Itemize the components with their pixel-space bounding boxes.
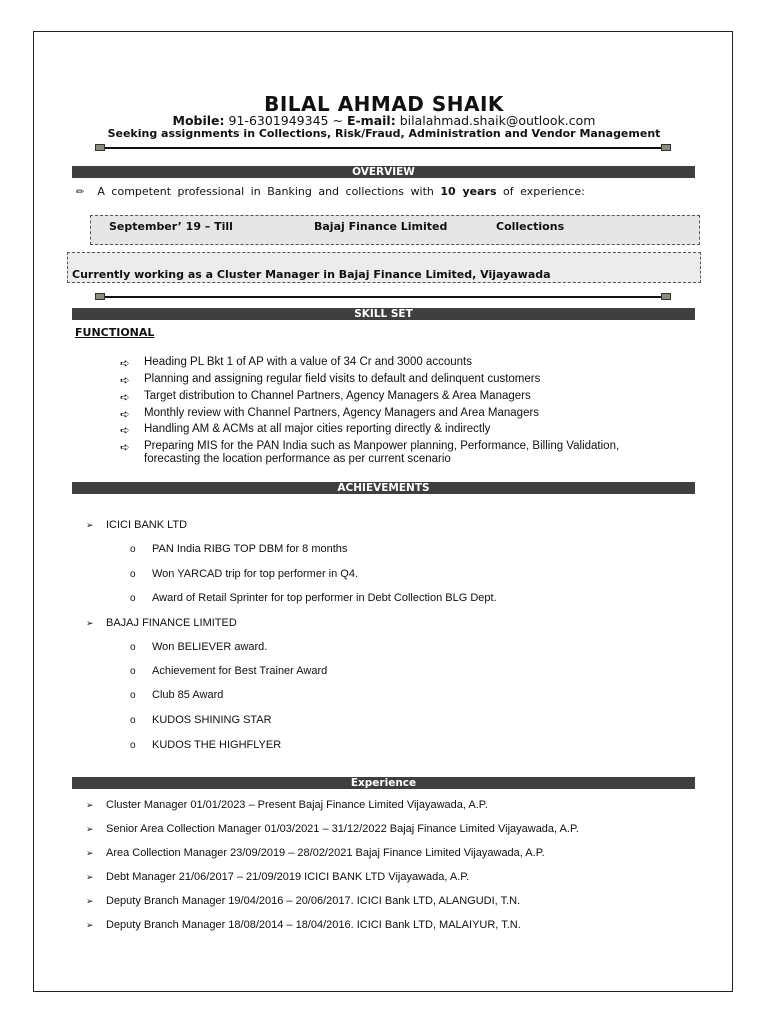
achievement-item: o Won BELIEVER award. xyxy=(130,641,268,653)
contact-line xyxy=(0,113,768,128)
achievement-item: o Award of Retail Sprinter for top performer in Debt Collection BLG Dept. xyxy=(130,592,497,604)
arrowhead-bullet-icon: ➢ xyxy=(86,520,94,530)
job-company: Bajaj Finance Limited xyxy=(314,220,448,233)
skill-item: ➪ Handling AM & ACMs at all major cities reporting directly & indirectly xyxy=(120,423,491,437)
achievement-org-bajaj: ➢ BAJAJ FINANCE LIMITED xyxy=(86,617,237,629)
achievement-item: o Won YARCAD trip for top performer in Q4. xyxy=(130,568,359,580)
overview-intro-text: A competent professional in Banking and collections with xyxy=(97,185,434,198)
circle-bullet-icon: o xyxy=(130,544,136,555)
circle-bullet-icon: o xyxy=(130,666,136,677)
arrowhead-bullet-icon: ➢ xyxy=(86,618,94,628)
arrow-icon: ➪ xyxy=(120,358,130,370)
current-role-text: Currently working as a Cluster Manager in Bajaj Finance Limited, Vijayawada xyxy=(72,268,551,281)
achievement-item: o KUDOS SHINING STAR xyxy=(130,714,272,726)
header-divider xyxy=(95,147,671,149)
overview-section-title: OVERVIEW xyxy=(72,166,695,178)
arrow-icon: ➪ xyxy=(120,409,130,421)
contact-separator: ~ xyxy=(332,113,343,128)
mobile-label: Mobile: xyxy=(172,113,225,128)
skillset-section-title: SKILL SET xyxy=(72,308,695,320)
current-role-box xyxy=(67,252,701,283)
achievement-item: o Achievement for Best Trainer Award xyxy=(130,665,328,677)
achievement-item: o Club 85 Award xyxy=(130,689,224,701)
pencil-icon: ✏ xyxy=(76,187,85,198)
arrowhead-bullet-icon: ➢ xyxy=(86,872,94,882)
current-job-box xyxy=(90,215,700,245)
experience-item: ➢ Deputy Branch Manager 19/04/2016 – 20/06/2017. ICICI Bank LTD, ALANGUDI, T.N. xyxy=(86,895,521,907)
email-address: bilalahmad.shaik@outlook.com xyxy=(399,113,596,128)
circle-bullet-icon: o xyxy=(130,569,136,580)
circle-bullet-icon: o xyxy=(130,642,136,653)
arrow-icon: ➪ xyxy=(120,375,130,387)
achievement-item: o KUDOS THE HIGHFLYER xyxy=(130,739,282,751)
circle-bullet-icon: o xyxy=(130,593,136,604)
achievement-org-icici: ➢ ICICI BANK LTD xyxy=(86,519,188,531)
arrowhead-bullet-icon: ➢ xyxy=(86,848,94,858)
arrow-icon: ➪ xyxy=(120,392,130,404)
skill-item: ➪ Monthly review with Channel Partners, Agency Managers and Area Managers xyxy=(120,407,540,421)
circle-bullet-icon: o xyxy=(130,690,136,701)
arrow-icon: ➪ xyxy=(120,442,130,454)
circle-bullet-icon: o xyxy=(130,740,136,751)
arrowhead-bullet-icon: ➢ xyxy=(86,896,94,906)
arrowhead-bullet-icon: ➢ xyxy=(86,920,94,930)
experience-item: ➢ Senior Area Collection Manager 01/03/2021 – 31/12/2022 Bajaj Finance Limited Vijayawada, A.P. xyxy=(86,823,579,835)
functional-heading: FUNCTIONAL xyxy=(75,326,155,339)
experience-item: ➢ Deputy Branch Manager 18/08/2014 – 18/04/2016. ICICI Bank LTD, MALAIYUR, T.N. xyxy=(86,919,521,931)
overview-years: 10 years xyxy=(440,185,497,198)
arrowhead-bullet-icon: ➢ xyxy=(86,800,94,810)
overview-divider xyxy=(95,296,671,298)
objective-line: Seeking assignments in Collections, Risk/Fraud, Administration and Vendor Management xyxy=(107,127,661,140)
mobile-number: 91-6301949345 xyxy=(228,113,329,128)
experience-item: ➢ Cluster Manager 01/01/2023 – Present Bajaj Finance Limited Vijayawada, A.P. xyxy=(86,799,488,811)
overview-intro xyxy=(76,185,585,198)
skill-item: ➪ Preparing MIS for the PAN India such as Manpower planning, Performance, Billing Validation, xyxy=(120,440,620,454)
email-label: E-mail: xyxy=(346,113,396,128)
arrow-icon: ➪ xyxy=(120,425,130,437)
job-function: Collections xyxy=(496,220,565,233)
overview-intro-tail: of experience: xyxy=(503,185,585,198)
skill-item-continuation: forecasting the location performance as per current scenario xyxy=(144,453,451,465)
circle-bullet-icon: o xyxy=(130,715,136,726)
experience-item: ➢ Debt Manager 21/06/2017 – 21/09/2019 ICICI BANK LTD Vijayawada, A.P. xyxy=(86,871,470,883)
arrowhead-bullet-icon: ➢ xyxy=(86,824,94,834)
skill-item: ➪ Target distribution to Channel Partners, Agency Managers & Area Managers xyxy=(120,390,531,404)
experience-section-title: Experience xyxy=(72,777,695,789)
experience-item: ➢ Area Collection Manager 23/09/2019 – 28/02/2021 Bajaj Finance Limited Vijayawada, A.P. xyxy=(86,847,545,859)
achievement-item: o PAN India RIBG TOP DBM for 8 months xyxy=(130,543,348,555)
job-period: September’ 19 – Till xyxy=(109,220,233,233)
skill-item: ➪ Planning and assigning regular field visits to default and delinquent customers xyxy=(120,373,541,387)
candidate-name: BILAL AHMAD SHAIK xyxy=(264,92,504,116)
achievements-section-title: ACHIEVEMENTS xyxy=(72,482,695,494)
skill-item: ➪ Heading PL Bkt 1 of AP with a value of 34 Cr and 3000 accounts xyxy=(120,356,472,370)
